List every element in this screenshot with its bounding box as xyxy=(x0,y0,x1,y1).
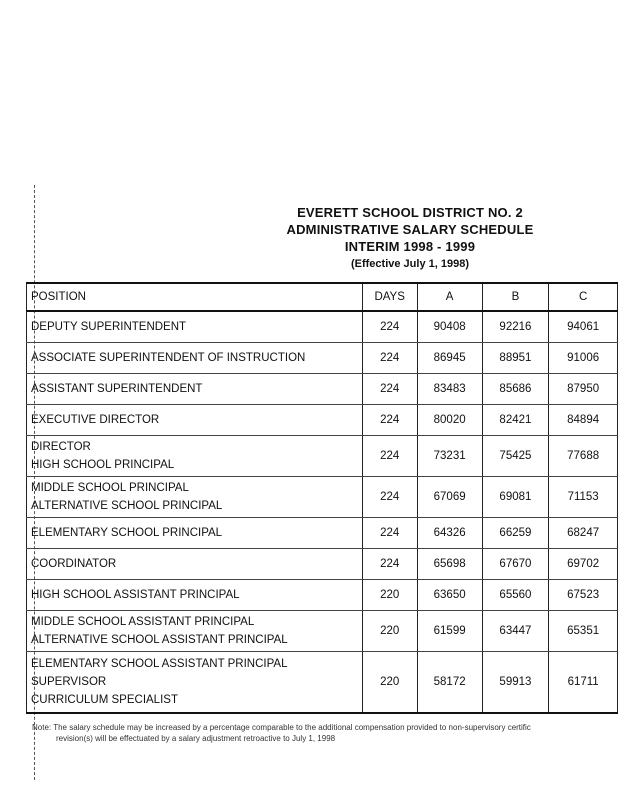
step-a-cell: 86945 xyxy=(417,343,482,374)
days-cell: 224 xyxy=(362,549,417,580)
table-row xyxy=(27,477,618,518)
step-c-cell: 67523 xyxy=(549,580,618,611)
step-c-cell: 91006 xyxy=(549,343,618,374)
step-b-cell: 63447 xyxy=(482,611,549,652)
step-c-cell: 65351 xyxy=(549,611,618,652)
position-title: ALTERNATIVE SCHOOL ASSISTANT PRINCIPAL xyxy=(31,634,288,646)
days-cell: 220 xyxy=(362,580,417,611)
step-c-cell: 84894 xyxy=(549,405,618,436)
position-title: CURRICULUM SPECIALIST xyxy=(31,694,178,706)
days-cell: 220 xyxy=(362,611,417,652)
position-title: EXECUTIVE DIRECTOR xyxy=(31,414,160,426)
table-row xyxy=(27,652,618,714)
footnote xyxy=(32,722,612,744)
position-cell xyxy=(27,311,363,343)
step-a-cell: 83483 xyxy=(417,374,482,405)
table-row xyxy=(27,374,618,405)
days-cell: 224 xyxy=(362,343,417,374)
step-b-cell: 69081 xyxy=(482,477,549,518)
step-b-cell: 75425 xyxy=(482,436,549,477)
position-title: DIRECTOR xyxy=(31,441,91,453)
position-cell xyxy=(27,580,363,611)
footnote-line-1: Note: The salary schedule may be increased by a percentage comparable to the additional compensation provided to non-supervisory certific xyxy=(32,723,531,732)
district-name: EVERETT SCHOOL DISTRICT NO. 2 xyxy=(297,205,523,220)
table-row xyxy=(27,405,618,436)
step-c-cell: 87950 xyxy=(549,374,618,405)
table-row xyxy=(27,518,618,549)
position-title: COORDINATOR xyxy=(31,558,117,570)
step-a-cell: 58172 xyxy=(417,652,482,714)
schedule-period: INTERIM 1998 - 1999 xyxy=(344,239,476,254)
position-title: MIDDLE SCHOOL ASSISTANT PRINCIPAL xyxy=(31,616,255,628)
position-cell xyxy=(27,518,363,549)
effective-date: (Effective July 1, 1998) xyxy=(350,258,469,270)
table-row xyxy=(27,436,618,477)
position-title: SUPERVISOR xyxy=(31,676,107,688)
position-title: HIGH SCHOOL PRINCIPAL xyxy=(31,459,175,471)
step-b-cell: 67670 xyxy=(482,549,549,580)
position-cell xyxy=(27,611,363,652)
step-c-cell: 68247 xyxy=(549,518,618,549)
position-cell xyxy=(27,405,363,436)
position-cell xyxy=(27,374,363,405)
step-b-cell: 88951 xyxy=(482,343,549,374)
position-title: ASSISTANT SUPERINTENDENT xyxy=(31,383,203,395)
step-a-cell: 80020 xyxy=(417,405,482,436)
table-row xyxy=(27,611,618,652)
step-c-cell: 61711 xyxy=(549,652,618,714)
position-title: ALTERNATIVE SCHOOL PRINCIPAL xyxy=(31,500,223,512)
salary-table xyxy=(26,282,618,714)
table-row xyxy=(27,549,618,580)
days-cell: 224 xyxy=(362,436,417,477)
days-cell: 224 xyxy=(362,405,417,436)
step-a-cell: 64326 xyxy=(417,518,482,549)
step-a-cell: 63650 xyxy=(417,580,482,611)
days-cell: 224 xyxy=(362,374,417,405)
position-cell xyxy=(27,343,363,374)
step-b-cell: 66259 xyxy=(482,518,549,549)
table-header-row xyxy=(27,283,618,311)
step-b-cell: 65560 xyxy=(482,580,549,611)
header-days: DAYS xyxy=(362,283,417,311)
table-row xyxy=(27,311,618,343)
step-a-cell: 65698 xyxy=(417,549,482,580)
schedule-title: ADMINISTRATIVE SALARY SCHEDULE xyxy=(286,222,534,237)
days-cell: 220 xyxy=(362,652,417,714)
table-row xyxy=(27,580,618,611)
header-step-a: A xyxy=(417,283,482,311)
document-header xyxy=(250,204,570,273)
step-c-cell: 69702 xyxy=(549,549,618,580)
header-step-c: C xyxy=(549,283,618,311)
days-cell: 224 xyxy=(362,477,417,518)
step-b-cell: 92216 xyxy=(482,311,549,343)
step-c-cell: 77688 xyxy=(549,436,618,477)
footnote-line-2: revision(s) will be effectuated by a salary adjustment retroactive to July 1, 1998 xyxy=(56,734,336,743)
days-cell: 224 xyxy=(362,518,417,549)
table-row xyxy=(27,343,618,374)
position-title: ELEMENTARY SCHOOL PRINCIPAL xyxy=(31,527,223,539)
step-a-cell: 61599 xyxy=(417,611,482,652)
step-b-cell: 82421 xyxy=(482,405,549,436)
days-cell: 224 xyxy=(362,311,417,343)
step-a-cell: 90408 xyxy=(417,311,482,343)
step-b-cell: 85686 xyxy=(482,374,549,405)
position-cell xyxy=(27,549,363,580)
position-cell xyxy=(27,477,363,518)
position-cell xyxy=(27,652,363,714)
header-position: POSITION xyxy=(27,283,363,311)
position-title: HIGH SCHOOL ASSISTANT PRINCIPAL xyxy=(31,589,240,601)
position-cell xyxy=(27,436,363,477)
position-title: ELEMENTARY SCHOOL ASSISTANT PRINCIPAL xyxy=(31,658,288,670)
step-c-cell: 71153 xyxy=(549,477,618,518)
step-a-cell: 73231 xyxy=(417,436,482,477)
step-c-cell: 94061 xyxy=(549,311,618,343)
position-title: MIDDLE SCHOOL PRINCIPAL xyxy=(31,482,189,494)
step-a-cell: 67069 xyxy=(417,477,482,518)
position-title: DEPUTY SUPERINTENDENT xyxy=(31,321,187,333)
step-b-cell: 59913 xyxy=(482,652,549,714)
position-title: ASSOCIATE SUPERINTENDENT OF INSTRUCTION xyxy=(31,352,306,364)
header-step-b: B xyxy=(482,283,549,311)
